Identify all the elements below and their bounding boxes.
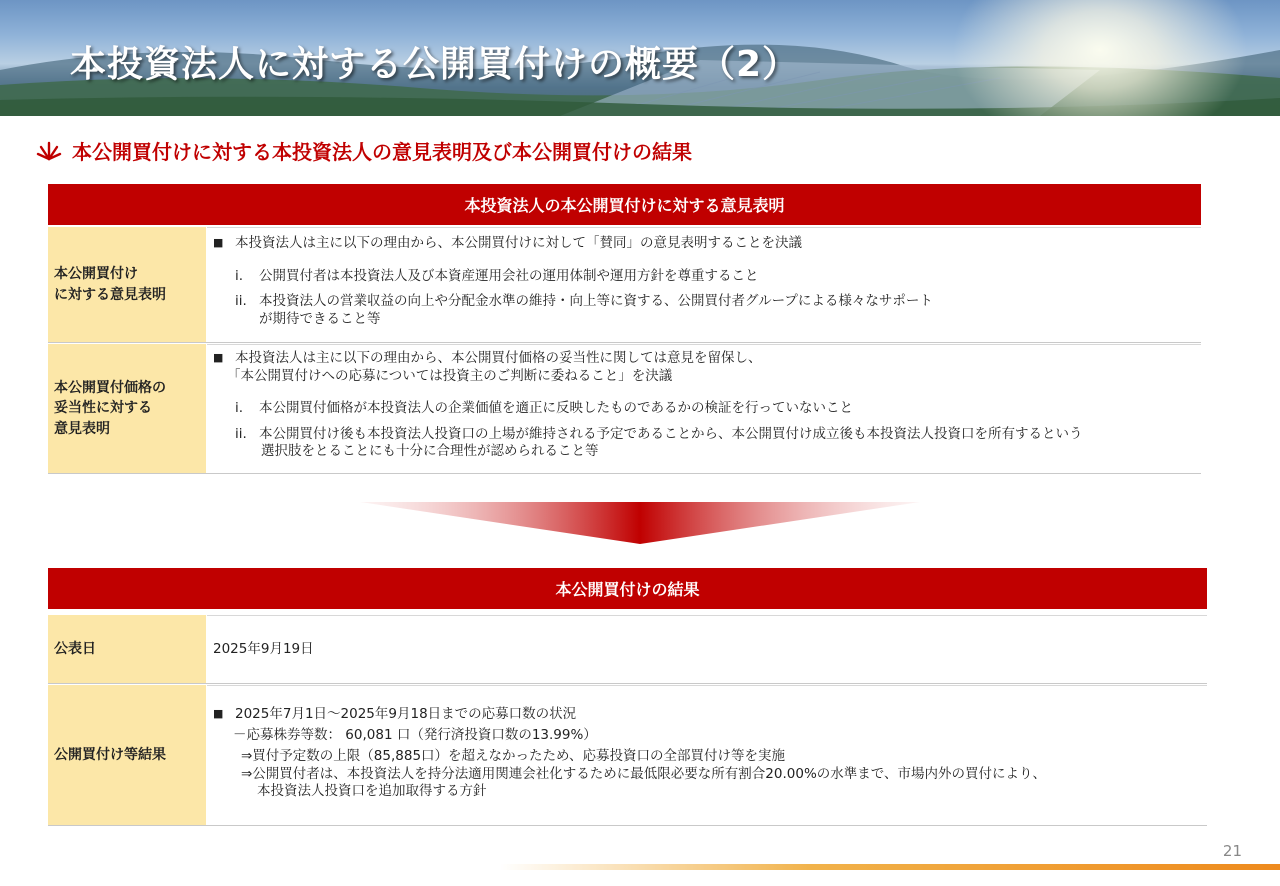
square-bullet-icon: ■ [213,707,224,720]
item-text: 公開買付者は本投資法人及び本資産運用会社の運用体制や運用方針を尊重すること [259,267,759,284]
item-text: 本投資法人の営業収益の向上や分配金水準の維持・向上等に資する、公開買付者グループによる様々なサポート [259,293,933,310]
table-row [48,344,1201,474]
burst-icon [36,137,62,163]
lead-bullet [213,706,1207,724]
lead-text: 本投資法人は主に以下の理由から、本公開買付価格の妥当性に関しては意見を留保し、 [235,350,762,366]
lead-bullet [213,235,1201,253]
row-content [207,685,1207,825]
page-title: 本投資法人に対する公開買付けの概要（2） [70,44,800,85]
row-label: 公開買付け等結果 [48,685,206,825]
result-table-title: 本公開買付けの結果 [48,568,1207,609]
square-bullet-icon: ■ [213,351,224,364]
item-number: ii. [235,425,247,442]
list-item [213,293,1201,328]
result-note: ⇒買付予定数の上限（85,885口）を超えなかったため、応募投資口の全部買付け等を実施 [241,748,786,765]
header-banner [0,0,1280,116]
item-text: 本公開買付価格が本投資法人の企業価値を適正に反映したものであるかの検証を行っていないこと [259,400,853,417]
list-item [213,268,1201,286]
label-line: に対する意見表明 [54,286,166,303]
sunlight-glow [940,0,1260,116]
result-note: 本投資法人投資口を追加取得する方針 [257,783,487,800]
item-text: 選択肢をとることにも十分に合理性が認められること等 [261,443,599,460]
section-heading [36,134,692,166]
square-bullet-icon: ■ [213,236,224,249]
label-line: 意見表明 [54,420,110,437]
page-number: 21 [1222,842,1242,860]
item-number: i. [235,400,244,417]
lead-text: 本投資法人は主に以下の理由から、本公開買付けに対して「賛同」の意見表明することを決議 [235,235,802,251]
opinion-table-title: 本投資法人の本公開買付けに対する意見表明 [48,184,1201,225]
row-content [207,615,1207,683]
table-row [48,615,1207,684]
list-item [213,426,1201,461]
opinion-table [48,184,1201,474]
lead-text: 「本公開買付けへの応募については投資主のご判断に委ねること」を決議 [227,367,673,384]
label-line: 妥当性に対する [54,400,152,417]
item-text: 本公開買付け後も本投資法人投資口の上場が維持される予定であることから、本公開買付け成立後も本投資法人投資口を所有するという [259,425,1083,442]
table-row [48,227,1201,343]
row-label [48,344,206,473]
row-content [207,344,1201,473]
result-table [48,568,1207,826]
label-line: 本公開買付価格の [54,380,166,397]
footer-accent-line [500,864,1280,870]
table-row [48,685,1207,826]
item-text: が期待できること等 [259,310,381,327]
label-line: 本公開買付け [54,266,138,283]
announce-date: 2025年9月19日 [213,640,314,657]
lead-text: 2025年7月1日～2025年9月18日までの応募口数の状況 [235,706,577,722]
item-number: ii. [235,293,247,310]
item-number: i. [235,267,244,284]
down-arrow-icon [360,500,920,546]
applied-units: －応募株券等数： 60,081 口（発行済投資口数の13.99%） [233,726,597,743]
section-title: 本公開買付けに対する本投資法人の意見表明及び本公開買付けの結果 [72,139,692,164]
row-content [207,227,1201,342]
list-item [213,400,1201,418]
result-note: ⇒公開買付者は、本投資法人を持分法適用関連会社化するために最低限必要な所有割合20.00%の水準まで、市場内外の買付により、 [241,765,1047,782]
lead-bullet [213,350,1201,385]
row-label: 公表日 [48,615,206,683]
row-label [48,227,206,342]
